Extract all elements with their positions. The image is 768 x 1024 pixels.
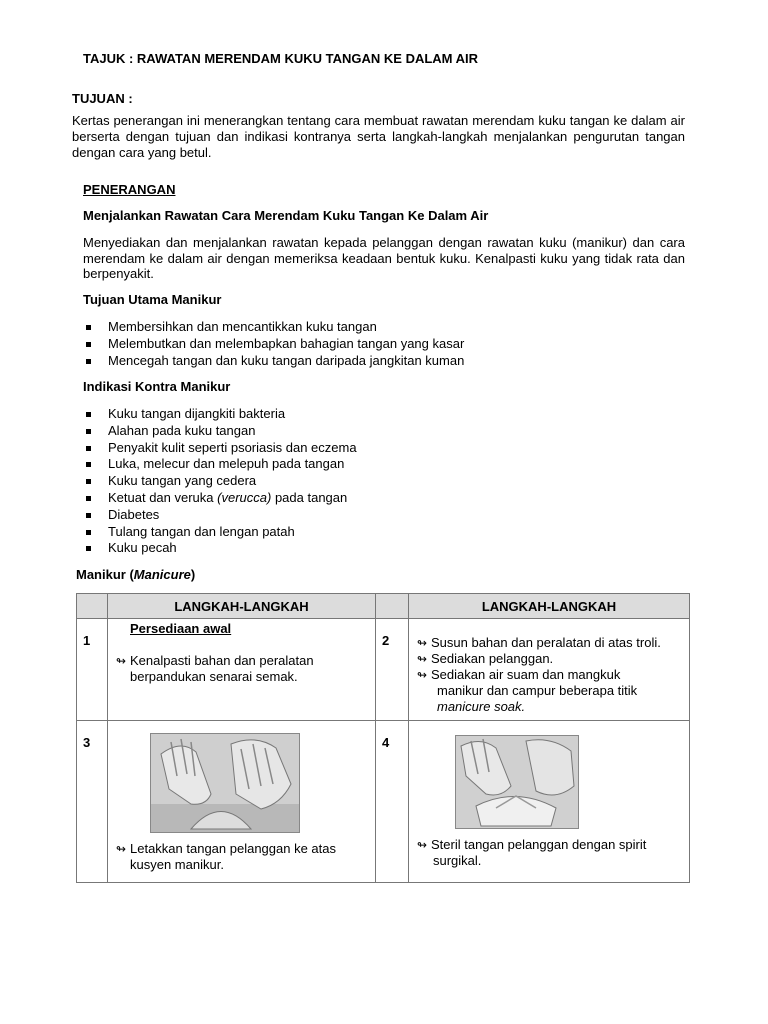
bullet-icon [86, 530, 91, 535]
table-header-row [77, 594, 690, 619]
hands-on-cushion-photo [150, 733, 300, 833]
bullet-icon [86, 546, 91, 551]
penerangan-subheading: Menjalankan Rawatan Cara Merendam Kuku Tangan Ke Dalam Air [83, 208, 489, 223]
penerangan-text: Menyediakan dan menjalankan rawatan kepada pelanggan dengan rawatan kuku (manikur) dan cara merendam ke dalam air dengan memeriksa keadaan bentuk kuku. Kenalpasti kuku yang tidak rata dan berpenyakit. [83, 235, 685, 281]
step-number: 2 [376, 619, 409, 721]
bullet-icon [86, 446, 91, 451]
arrow-icon: ↬ [417, 838, 428, 852]
list-item: Diabetes [86, 507, 357, 524]
list-item: Melembutkan dan melembapkan bahagian tangan yang kasar [86, 336, 464, 353]
tujuan-text: Kertas penerangan ini menerangkan tentang cara membuat rawatan merendam kuku tangan ke dalam air berserta dengan tujuan dan indikasi kontranya serta langkah-langkah menjalankan pengurutan tangan dengan cara yang betul. [72, 113, 685, 160]
list-item: Mencegah tangan dan kuku tangan daripada jangkitan kuman [86, 353, 464, 370]
header-left: LANGKAH-LANGKAH [108, 594, 376, 619]
list-item: Penyakit kulit seperti psoriasis dan eczema [86, 440, 357, 457]
list-item: Luka, melecur dan melepuh pada tangan [86, 456, 357, 473]
bullet-icon [86, 479, 91, 484]
list-item: Kuku tangan dijangkiti bakteria [86, 406, 357, 423]
arrow-icon: ↬ [417, 652, 428, 666]
bullet-icon [86, 462, 91, 467]
step-1-line: ↬ Kenalpasti bahan dan peralatan [116, 653, 314, 668]
page-title: TAJUK : RAWATAN MERENDAM KUKU TANGAN KE DALAM AIR [83, 51, 479, 66]
tujuan-utama-list [86, 319, 464, 369]
indikasi-heading: Indikasi Kontra Manikur [83, 379, 231, 394]
list-item: Ketuat dan veruka (verucca) pada tangan [86, 490, 357, 507]
bullet-icon [86, 412, 91, 417]
bullet-icon [86, 359, 91, 364]
bullet-icon [86, 325, 91, 330]
tujuan-utama-heading: Tujuan Utama Manikur [83, 292, 222, 307]
step-2-cell: ↬ Susun bahan dan peralatan di atas troli. ↬ Sediakan pelanggan. ↬ Sediakan air suam dan mangkuk manikur dan campur beberapa titik manicure soak. [409, 619, 690, 721]
tujuan-heading: TUJUAN : [72, 91, 133, 106]
list-item: Kuku tangan yang cedera [86, 473, 357, 490]
header-right: LANGKAH-LANGKAH [409, 594, 690, 619]
list-item: Kuku pecah [86, 540, 357, 557]
step-number: 3 [77, 721, 108, 883]
manikur-heading: Manikur (Manicure) [76, 567, 196, 582]
arrow-icon: ↬ [417, 668, 428, 682]
list-item: Tulang tangan dan lengan patah [86, 524, 357, 541]
sterilize-hands-photo [455, 735, 579, 829]
step-1-title: Persediaan awal [130, 621, 232, 636]
step-1-cell: Persediaan awal ↬ Kenalpasti bahan dan peralatan berpandukan senarai semak. [108, 619, 376, 721]
bullet-icon [86, 342, 91, 347]
bullet-icon [86, 496, 91, 501]
step-4-cell: ↬ Steril tangan pelanggan dengan spirit surgikal. [409, 721, 690, 883]
table-row [77, 619, 690, 721]
indikasi-list [86, 406, 357, 557]
arrow-icon: ↬ [116, 654, 127, 668]
steps-table [76, 593, 690, 883]
step-3-cell: ↬ Letakkan tangan pelanggan ke atas kusyen manikur. [108, 721, 376, 883]
bullet-icon [86, 513, 91, 518]
arrow-icon: ↬ [417, 636, 428, 650]
step-number: 1 [77, 619, 108, 721]
penerangan-heading: PENERANGAN [83, 182, 176, 197]
arrow-icon: ↬ [116, 842, 127, 856]
bullet-icon [86, 429, 91, 434]
list-item: Alahan pada kuku tangan [86, 423, 357, 440]
list-item: Membersihkan dan mencantikkan kuku tangan [86, 319, 464, 336]
step-number: 4 [376, 721, 409, 883]
table-row [77, 721, 690, 883]
